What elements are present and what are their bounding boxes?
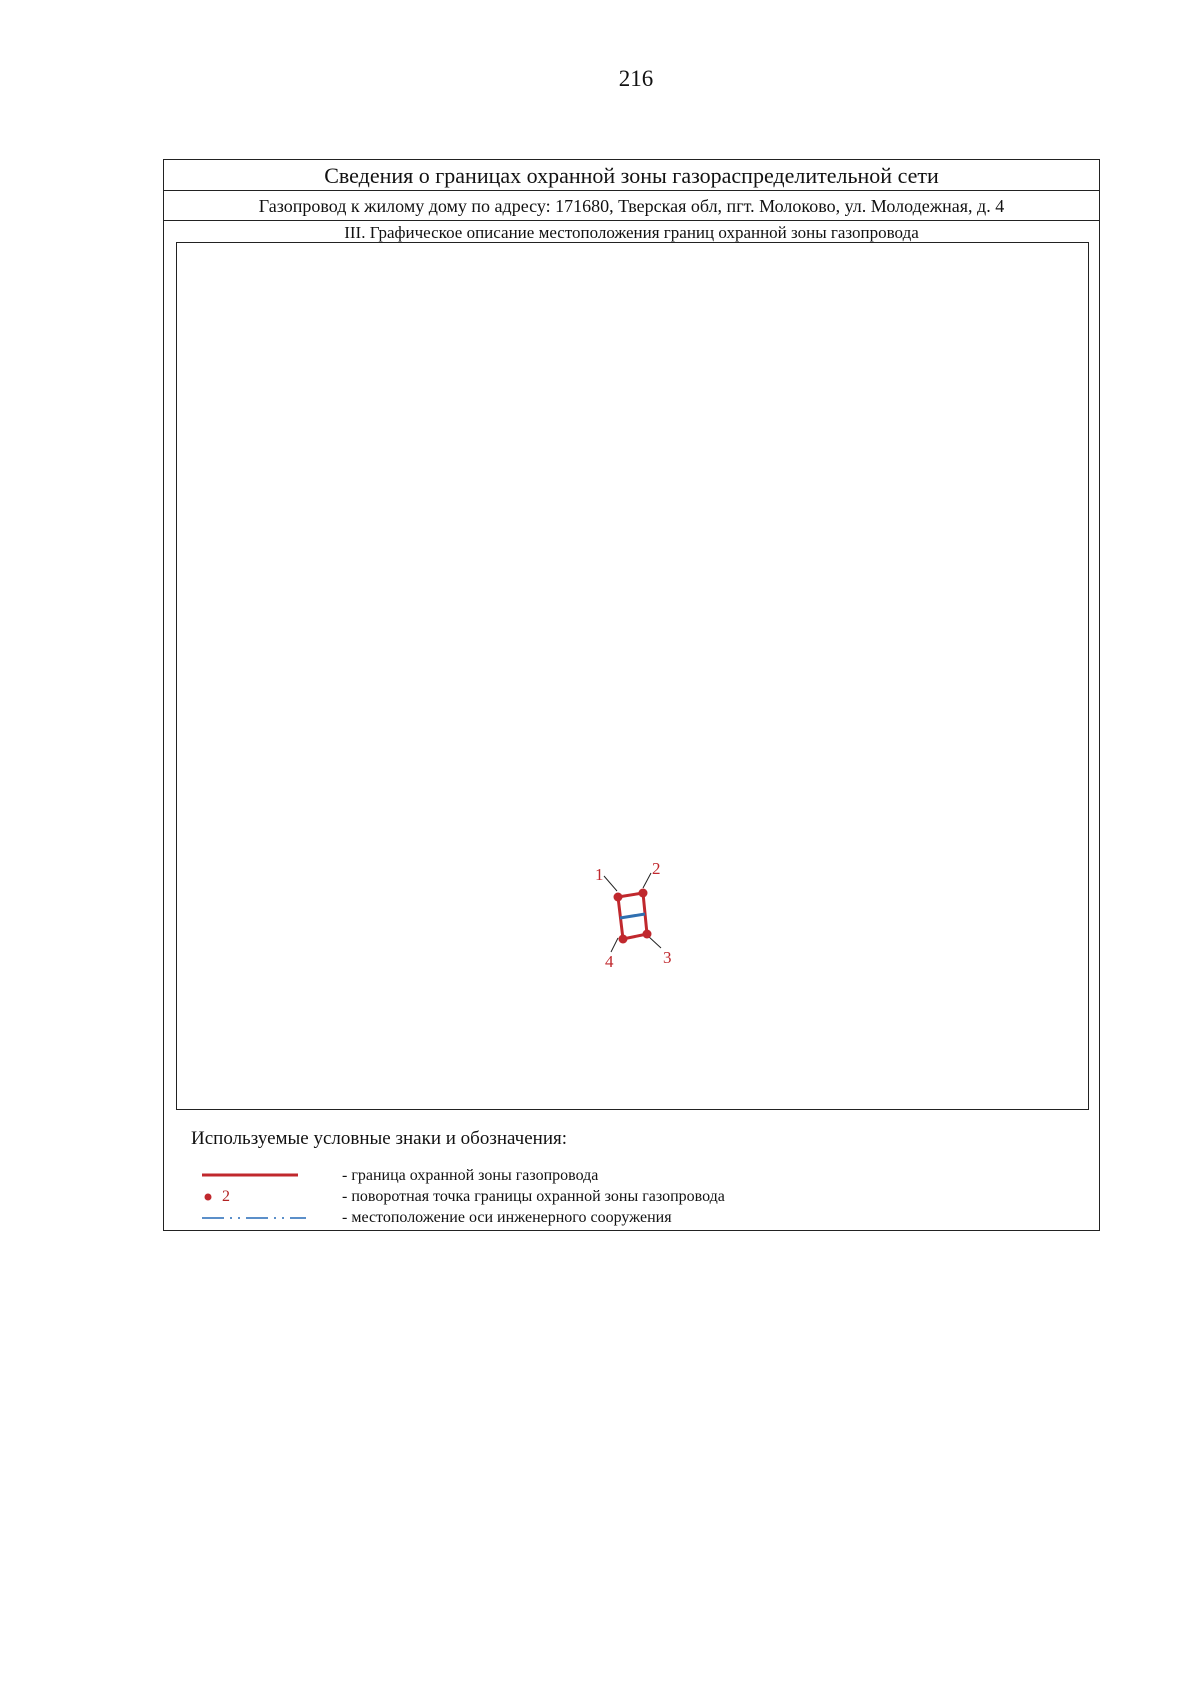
legend-title: Используемые условные знаки и обозначения:	[191, 1128, 568, 1149]
legend-text-axis: - местоположение оси инженерного сооружения	[342, 1209, 672, 1226]
legend-text-boundary: - граница охранной зоны газопровода	[342, 1167, 599, 1184]
leader-line-1	[604, 876, 617, 891]
turning-point-2	[639, 889, 648, 898]
legend-item-axis	[164, 1208, 1099, 1228]
blue-dash-dot-icon	[202, 1208, 302, 1228]
map-drawing	[177, 243, 1090, 1111]
object-description: Газопровод к жилому дому по адресу: 171680, Тверская обл, пгт. Молоково, ул. Молодежная, д. 4	[164, 191, 1099, 221]
document-title: Сведения о границах охранной зоны газораспределительной сети	[164, 160, 1099, 191]
legend-point-number: 2	[222, 1188, 230, 1205]
red-line-icon	[202, 1166, 302, 1186]
section-heading: III. Графическое описание местоположения границ охранной зоны газопровода	[344, 223, 919, 242]
legend-item-turning-point	[164, 1187, 1099, 1207]
document-frame	[163, 159, 1100, 1231]
turning-point-3	[643, 930, 652, 939]
turning-point-4	[619, 935, 628, 944]
point-label-3: 3	[663, 948, 672, 967]
page-number: 216	[618, 66, 654, 91]
point-label-4: 4	[605, 952, 614, 971]
leader-line-2	[643, 873, 651, 888]
legend-text-turning-point: - поворотная точка границы охранной зоны газопровода	[342, 1188, 725, 1205]
turning-point-1	[614, 893, 623, 902]
structure-axis	[620, 914, 645, 918]
point-label-2: 2	[652, 859, 661, 878]
legend-item-boundary	[164, 1166, 1099, 1186]
red-dot-icon	[202, 1187, 302, 1207]
map-area	[176, 242, 1089, 1110]
leader-line-3	[648, 936, 661, 948]
point-label-1: 1	[595, 865, 604, 884]
leader-line-4	[611, 938, 618, 952]
